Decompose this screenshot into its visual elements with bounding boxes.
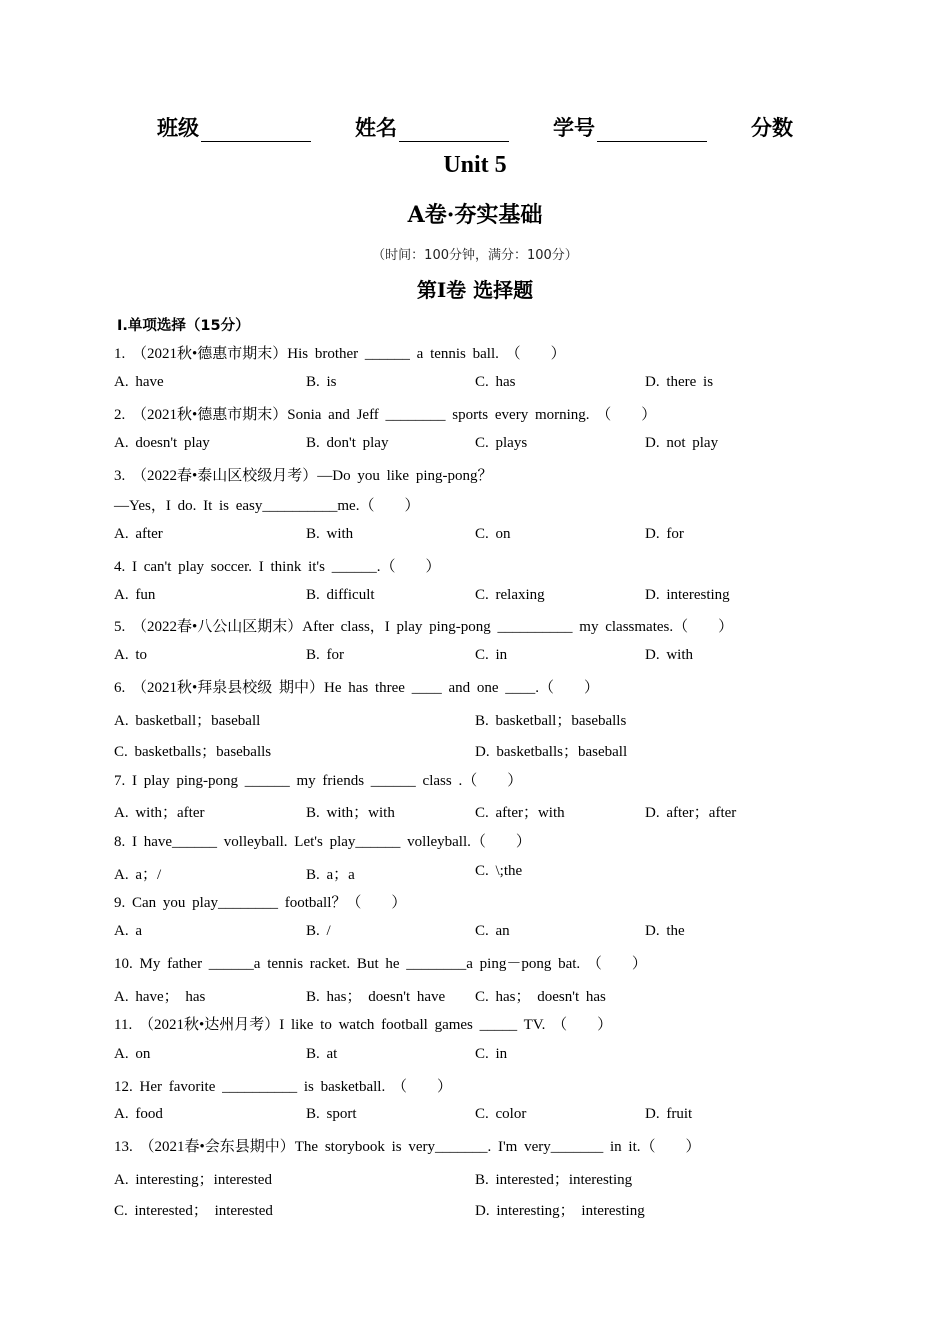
option-c[interactable]: C. has； doesn't has (475, 989, 606, 1005)
option-d[interactable]: D. basketballs；baseball (475, 744, 628, 760)
question-stem: 9. Can you play________ football？（ ） (114, 895, 407, 911)
question-4 (114, 557, 834, 607)
option-a[interactable]: A. to (114, 647, 147, 663)
option-c[interactable]: C. relaxing (475, 587, 545, 603)
question-stem: 11. （2021秋•达州月考）I like to watch football games _____ TV. （ ） (114, 1017, 613, 1033)
option-a[interactable]: A. have； has (114, 989, 206, 1005)
question-stem: 3. （2022春•泰山区校级月考）—Do you like ping-pong？ (114, 468, 493, 484)
option-a[interactable]: A. interesting；interested (114, 1172, 272, 1188)
class-field (157, 112, 311, 142)
option-c[interactable]: C. color (475, 1106, 527, 1122)
option-a[interactable]: A. with；after (114, 805, 205, 821)
question-8 (114, 832, 834, 883)
time-note: （时间：100分钟，满分：100分） (372, 248, 578, 263)
question-stem-continued: —Yes，I do. It is easy__________me.（ ） (114, 498, 420, 514)
question-9 (114, 893, 834, 943)
question-stem: 6. （2021秋•拜泉县校级 期中）He has three ____ and one ____.（ ） (114, 680, 600, 696)
option-a[interactable]: A. a；/ (114, 867, 162, 883)
option-b[interactable]: B. difficult (306, 587, 375, 603)
question-stem: 10. My father ______a tennis racket. But he ________a ping－pong bat. （ ） (114, 956, 647, 972)
question-10 (114, 954, 834, 1005)
option-d[interactable]: D. fruit (645, 1106, 693, 1122)
option-b[interactable]: B. is (306, 374, 337, 390)
question-stem: 8. I have______ volleyball. Let's play______ volleyball.（ ） (114, 834, 531, 850)
question-7 (114, 771, 834, 821)
option-b[interactable]: B. for (306, 647, 344, 663)
student-id-label: 学号 (553, 115, 595, 140)
question-3 (114, 466, 834, 546)
option-c[interactable]: C. on (475, 526, 511, 542)
question-13 (114, 1137, 834, 1219)
option-c[interactable]: C. interested； interested (114, 1203, 273, 1219)
question-stem: 1. （2021秋•德惠市期末）His brother ______ a tennis ball. （ ） (114, 346, 566, 362)
option-b[interactable]: B. at (306, 1046, 338, 1062)
option-a[interactable]: A. a (114, 923, 142, 939)
question-stem: 5. （2022春•八公山区期末）After class，I play ping-pong __________ my classmates.（ ） (114, 619, 734, 635)
class-label: 班级 (157, 115, 199, 140)
question-stem: 4. I can't play soccer. I think it's ______.（ ） (114, 559, 441, 575)
option-b[interactable]: B. don't play (306, 435, 389, 451)
option-b[interactable]: B. a；a (306, 867, 355, 883)
volume-title: 第Ⅰ卷 选择题 (416, 278, 534, 302)
option-d[interactable]: D. with (645, 647, 693, 663)
option-b[interactable]: B. basketball；baseballs (475, 713, 627, 729)
option-c[interactable]: C. in (475, 647, 508, 663)
option-c[interactable]: C. in (475, 1046, 508, 1062)
question-stem: 2. （2021秋•德惠市期末）Sonia and Jeff ________ sports every morning. （ ） (114, 407, 657, 423)
option-a[interactable]: A. after (114, 526, 163, 542)
option-d[interactable]: D. not play (645, 435, 719, 451)
option-b[interactable]: B. with (306, 526, 354, 542)
option-a[interactable]: A. doesn't play (114, 435, 210, 451)
score-label: 分数 (751, 115, 793, 140)
option-b[interactable]: B. sport (306, 1106, 357, 1122)
option-c[interactable]: C. an (475, 923, 510, 939)
student-id-blank[interactable] (597, 121, 707, 142)
option-c[interactable]: C. has (475, 374, 516, 390)
class-blank[interactable] (201, 121, 311, 142)
option-c[interactable]: C. plays (475, 435, 528, 451)
score-field (751, 112, 793, 142)
option-b[interactable]: B. with；with (306, 805, 395, 821)
option-a[interactable]: A. basketball；baseball (114, 713, 261, 729)
question-2 (114, 405, 834, 455)
paper-subtitle: A卷·夯实基础 (407, 202, 543, 228)
option-b[interactable]: B. interested；interesting (475, 1172, 633, 1188)
option-d[interactable]: D. interesting (645, 587, 730, 603)
option-d[interactable]: D. after；after (645, 805, 737, 821)
name-label: 姓名 (355, 115, 397, 140)
option-a[interactable]: A. fun (114, 587, 156, 603)
section-title: Ⅰ.单项选择（15分） (117, 318, 250, 334)
option-c[interactable]: C. basketballs；baseballs (114, 744, 272, 760)
question-11 (114, 1015, 834, 1066)
name-field (355, 112, 509, 142)
question-5 (114, 617, 834, 667)
question-6 (114, 678, 834, 760)
question-stem: 13. （2021春•会东县期中）The storybook is very_______. I'm very_______ in it.（ ） (114, 1139, 701, 1155)
option-a[interactable]: A. have (114, 374, 164, 390)
question-stem: 12. Her favorite __________ is basketball. （ ） (114, 1079, 452, 1095)
option-d[interactable]: D. interesting； interesting (475, 1203, 645, 1219)
option-a[interactable]: A. food (114, 1106, 163, 1122)
option-c[interactable]: C. \;the (475, 863, 523, 879)
option-a[interactable]: A. on (114, 1046, 151, 1062)
student-id-field (553, 112, 707, 142)
student-info-header (0, 112, 950, 142)
option-b[interactable]: B. has； doesn't have (306, 989, 446, 1005)
option-d[interactable]: D. there is (645, 374, 714, 390)
option-d[interactable]: D. for (645, 526, 684, 542)
question-1 (114, 344, 834, 394)
option-b[interactable]: B. / (306, 923, 331, 939)
question-stem: 7. I play ping-pong ______ my friends ______ class .（ ） (114, 773, 523, 789)
option-c[interactable]: C. after；with (475, 805, 565, 821)
unit-title: Unit 5 (443, 152, 507, 178)
question-12 (114, 1077, 834, 1126)
name-blank[interactable] (399, 121, 509, 142)
option-d[interactable]: D. the (645, 923, 685, 939)
